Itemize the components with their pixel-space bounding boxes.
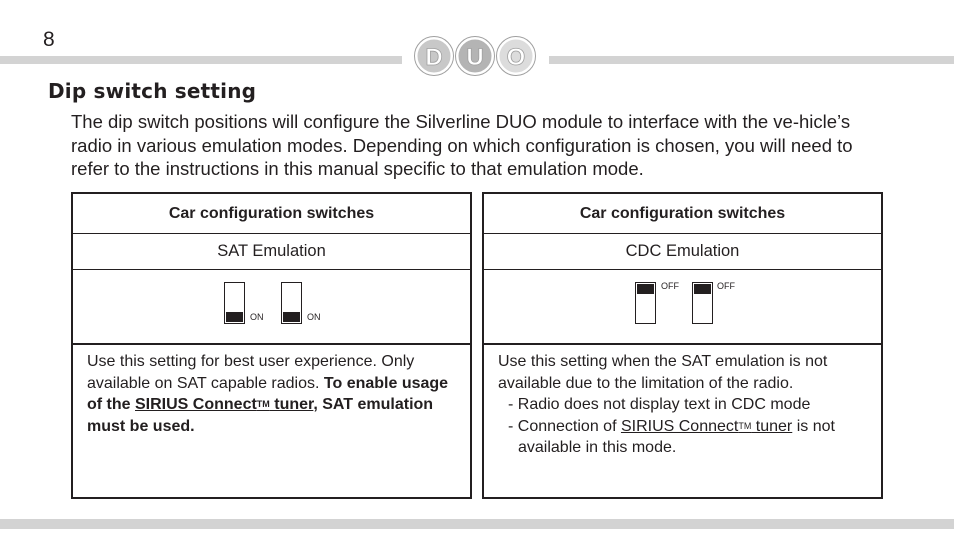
sirius-connect-text: SIRIUS Connect	[620, 417, 739, 435]
dip-switch-2	[281, 282, 302, 324]
dip-switch-1	[635, 282, 656, 324]
emulation-mode: CDC Emulation	[484, 234, 881, 270]
tuner-text: tuner	[751, 417, 793, 435]
sat-config-table	[71, 192, 472, 499]
dip-switch-1-label: ON	[250, 312, 264, 322]
trademark-mark: TM	[256, 399, 270, 409]
dip-switch-2-label: OFF	[717, 281, 735, 291]
description-bullet-2-tail: is not	[792, 417, 835, 435]
dip-switch-row	[484, 270, 881, 345]
sirius-connect-link	[135, 396, 313, 413]
description-bold-tail: , SAT emulation must be used.	[87, 396, 434, 435]
logo-letter-o: O	[506, 44, 526, 71]
setting-description	[484, 345, 881, 497]
dip-switch-2	[692, 282, 713, 324]
dip-switch-1-label: OFF	[661, 281, 679, 291]
intro-paragraph: The dip switch positions will configure the Silverline DUO module to interface with the ve-hicle’s radio in various emulation modes. Depending on which configuration is chosen, you will need to refer to the instructions in this manual specific to that emulation mode.	[71, 111, 853, 179]
description-bullet-1: - Radio does not display text in CDC mode	[508, 396, 811, 413]
table-header: Car configuration switches	[73, 194, 470, 234]
sirius-connect-link	[621, 418, 792, 435]
dip-switch-row	[73, 270, 470, 345]
dip-switch-knob	[226, 312, 243, 322]
description-bullet-2	[498, 416, 867, 438]
dip-switch-knob	[637, 284, 654, 294]
sirius-connect-text: SIRIUS Connect	[135, 396, 257, 413]
page-number: 8	[43, 28, 55, 51]
dip-switch-knob	[283, 312, 300, 322]
trademark-mark: TM	[738, 420, 752, 431]
table-header: Car configuration switches	[484, 194, 881, 234]
description-bullet-2-text: - Connection of	[508, 417, 621, 435]
dip-switch-1	[224, 282, 245, 324]
duo-logo-graphic	[413, 36, 537, 76]
description-text: Use this setting when the SAT emulation is not available due to the limitation of the radio.	[498, 353, 828, 392]
dip-switch-2-label: ON	[307, 312, 321, 322]
top-rule-right	[549, 56, 954, 64]
logo-letter-u: U	[466, 44, 484, 71]
setting-description	[73, 345, 470, 497]
description-bullet-2-continuation: available in this mode.	[518, 439, 677, 456]
dip-switch-knob	[694, 284, 711, 294]
emulation-mode: SAT Emulation	[73, 234, 470, 270]
section-heading: Dip switch setting	[48, 79, 257, 103]
top-rule-left	[0, 56, 402, 64]
logo-letter-d: D	[425, 44, 443, 71]
duo-logo	[413, 36, 537, 76]
bottom-rule	[0, 519, 954, 529]
cdc-config-table	[482, 192, 883, 499]
tuner-text: tuner	[269, 396, 314, 413]
description-bold-text: To enable usage of the	[87, 374, 449, 413]
description-text: Use this setting for best user experience. Only available on SAT capable radios.	[87, 353, 415, 392]
